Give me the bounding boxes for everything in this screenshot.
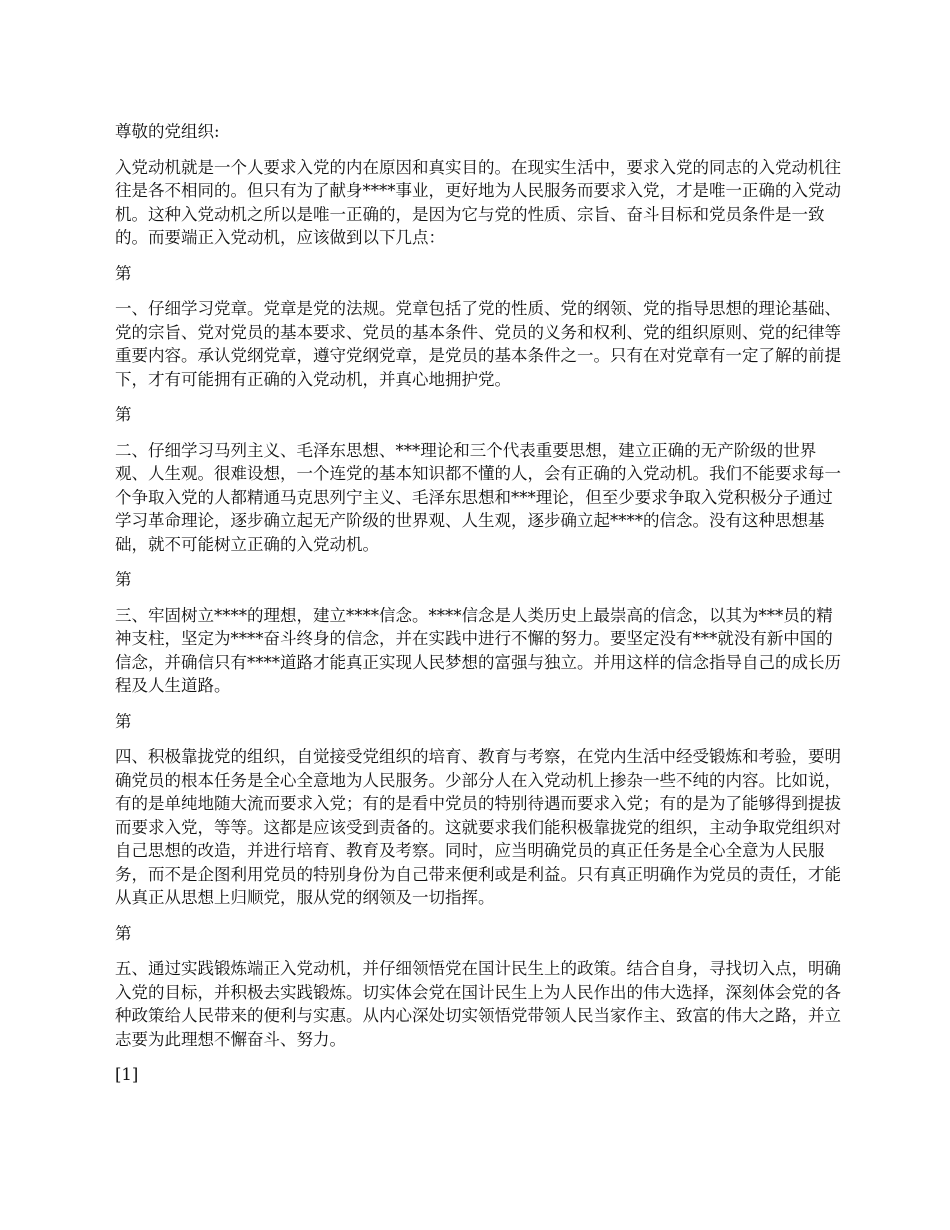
- paragraph-point-3: 三、牢固树立****的理想，建立****信念。****信念是人类历史上最崇高的信念，以其为***员的精神支柱，坚定为****奋斗终身的信念，并在实践中进行不懈的努力。要坚定没有***就没有新中国的信念，并确信只有****道路才能真正实现人民梦想的富强与独立。并用这样的信念指导自己的成长历程及人生道路。: [115, 605, 841, 695]
- salutation: 尊敬的党组织:: [115, 122, 220, 141]
- paragraph-point-4: 四、积极靠拢党的组织，自觉接受党组织的培育、教育与考察，在党内生活中经受锻炼和考验，要明确党员的根本任务是全心全意地为人民服务。少部分人在入党动机上掺杂一些不纯的内容。比如说，有的是单纯地随大流而要求入党；有的是看中党员的特别待遇而要求入党；有的是为了能够得到提拔而要求入党，等等。这都是应该受到责备的。这就要求我们能积极靠拢党的组织，主动争取党组织对自己思想的改造，并进行培育、教育及考察。同时，应当明确党员的真正任务是全心全意为人民服务，而不是企图利用党员的特别身份为自己带来便利或是利益。只有真正明确作为党员的责任，才能从真正从思想上归顺党，服从党的纲领及一切指挥。: [115, 747, 841, 907]
- paragraph-intro: 入党动机就是一个人要求入党的内在原因和真实目的。在现实生活中，要求入党的同志的入党动机往往是各不相同的。但只有为了献身****事业，更好地为人民服务而要求入党，才是唯一正确的入党动机。这种入党动机之所以是唯一正确的，是因为它与党的性质、宗旨、奋斗目标和党员条件是一致的。而要端正入党动机，应该做到以下几点：: [115, 157, 841, 247]
- paragraph-marker: 第: [115, 405, 132, 424]
- document-page: [115, 120, 845, 1099]
- paragraph-marker: 第: [115, 923, 132, 943]
- paragraph-point-1: 一、仔细学习党章。党章是党的法规。党章包括了党的性质、党的纲领、党的指导思想的理论基础、党的宗旨、党对党员的基本要求、党员的基本条件、党员的义务和权利、党的组织原则、党的纪律等重要内容。承认党纲党章，遵守党纲党章，是党员的基本条件之一。只有在对党章有一定了解的前提下，才有可能拥有正确的入党动机，并真心地拥护党。: [115, 299, 841, 389]
- footnote-reference: [1]: [115, 1065, 139, 1084]
- paragraph-point-2: 二、仔细学习马列主义、毛泽东思想、***理论和三个代表重要思想，建立正确的无产阶级的世界观、人生观。很难设想，一个连党的基本知识都不懂的人，会有正确的入党动机。我们不能要求每一个争取入党的人都精通马克思列宁主义、毛泽东思想和***理论，但至少要求争取入党积极分子通过学习革命理论，逐步确立起无产阶级的世界观、人生观，逐步确立起****的信念。没有这种思想基础，就不可能树立正确的入党动机。: [115, 440, 841, 554]
- paragraph-marker: 第: [115, 570, 132, 589]
- paragraph-marker: 第: [115, 263, 132, 283]
- paragraph-marker: 第: [115, 711, 132, 731]
- paragraph-point-5: 五、通过实践锻炼端正入党动机，并仔细领悟党在国计民生上的政策。结合自身，寻找切入点，明确入党的目标，并积极去实践锻炼。切实体会党在国计民生上为人民作出的伟大选择，深刻体会党的各种政策给人民带来的便利与实惠。从内心深处切实领悟党带领人民当家作主、致富的伟大之路，并立志要为此理想不懈奋斗、努力。: [115, 959, 841, 1049]
